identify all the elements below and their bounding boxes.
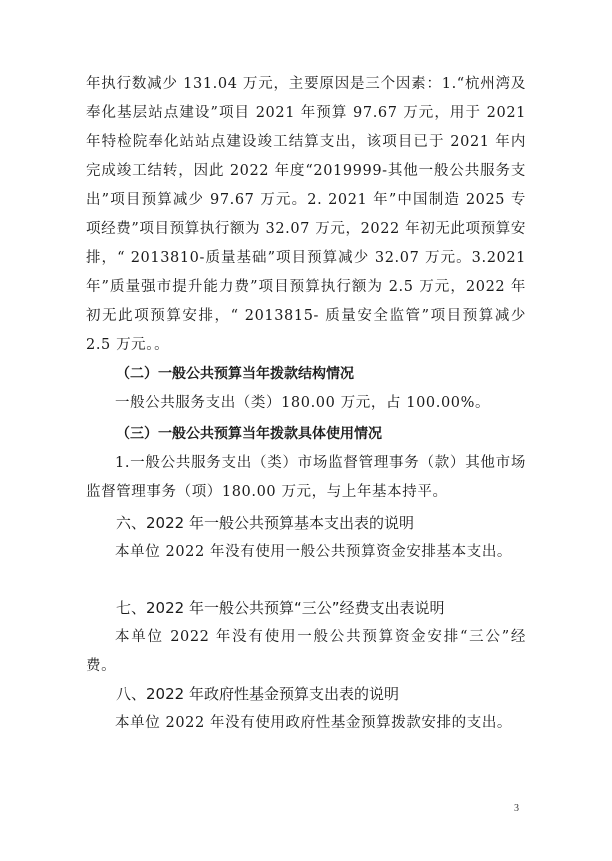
section-text: 本单位 2022 年没有使用政府性基金预算拨款安排的支出。 [115,715,513,731]
section-text: 本单位 2022 年没有使用一般公共预算资金安排基本支出。 [115,544,513,560]
paragraph-text: 年执行数减少 131.04 万元，主要原因是三个因素：1.“杭州湾及奉化基层站点建设”项目 2021 年预算 97.67 万元，用于 2021 年特检院奉化站站点建设竣工结算支出，该项目已于 2021 年内完成竣工结转，因此 2022 年度“2019999-其他一般公共服务支出”项目预算减少 97.67 万元。2. 2021 年”中国制造 2025 专项经费”项目预算执行额为 32.07 万元，2022 年初无此项预算安排，“ 2013810-质量基础”项目预算减少 32.07 万元。3.2021 年”质量强市提升能力费”项目预算执行额为 2.5 万元，2022 年初无此项预算安排，“ 2013815- 质量安全监管”项目预算减少 2.5 万元。。 [86,76,526,353]
subsection-text: 一般公共服务支出（类）180.00 万元，占 100.00%。 [115,395,491,411]
section-6 [86,509,526,567]
subsection-heading: （三）一般公共预算当年拨款具体使用情况 [116,426,382,442]
subsection-text: 1.一般公共服务支出（类）市场监督管理事务（款）其他市场监督管理事务（项）180.00 万元，与上年基本持平。 [86,455,526,500]
section-text: 本单位 2022 年没有使用一般公共预算资金安排“三公”经费。 [86,629,526,674]
subsection-2 [86,360,526,418]
section-heading: 八、2022 年政府性基金预算支出表的说明 [116,685,399,703]
section-8 [86,680,526,738]
page-number: 3 [514,803,519,814]
section-heading: 七、2022 年一般公共预算“三公”经费支出表说明 [116,599,445,617]
continuation-paragraph [86,70,526,360]
section-heading: 六、2022 年一般公共预算基本支出表的说明 [116,514,414,532]
section-7 [86,594,526,681]
subsection-3 [86,420,526,507]
subsection-heading: （二）一般公共预算当年拨款结构情况 [116,366,354,382]
